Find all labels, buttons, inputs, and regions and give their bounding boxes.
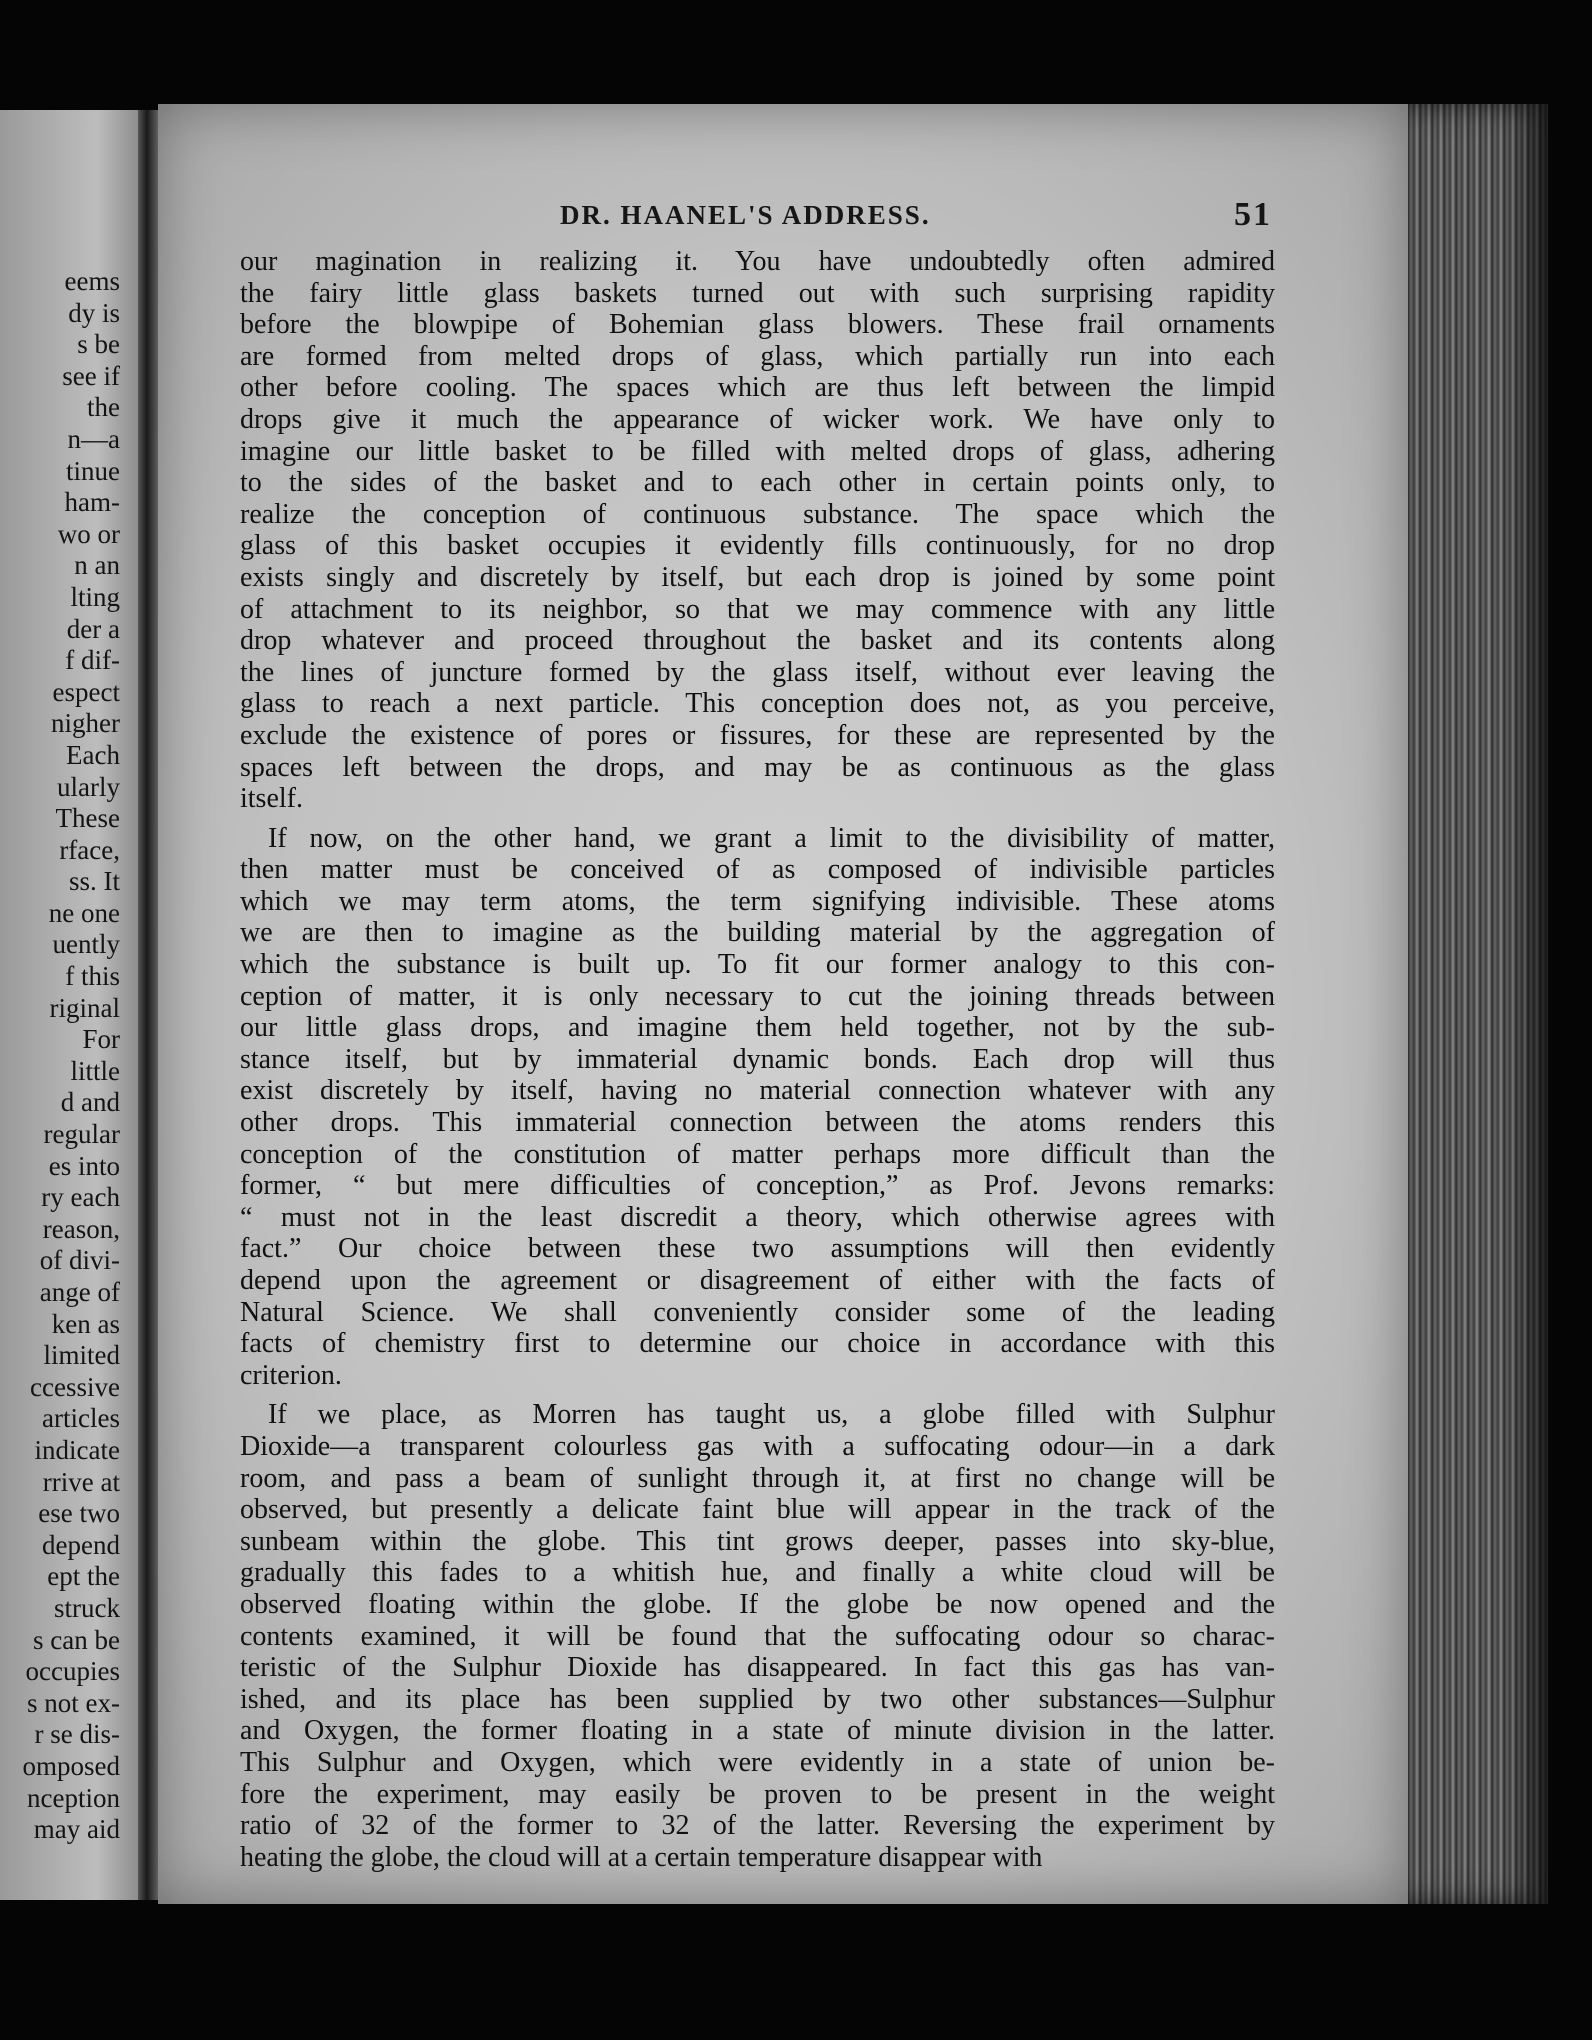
facing-page-line: ry each [41, 1182, 120, 1213]
facing-page-line: uently [52, 929, 120, 960]
text-line: spaces left between the drops, and may be as continuous as the glass [240, 751, 1275, 783]
text-line: glass to reach a next particle. This conception does not, as you perceive, [240, 688, 1275, 720]
facing-page-line: s be [77, 329, 120, 360]
text-line: before the blowpipe of Bohemian glass blowers. These frail ornaments [240, 309, 1275, 341]
facing-page-line: ept the [47, 1561, 120, 1592]
facing-page-line: ne one [48, 897, 120, 928]
facing-page-line: Each [66, 739, 120, 770]
text-line: teristic of the Sulphur Dioxide has disappeared. In fact this gas has van- [240, 1652, 1275, 1684]
text-line: our magination in realizing it. You have undoubtedly often admired [240, 246, 1275, 277]
text-line: exist discretely by itself, having no material connection whatever with any [240, 1075, 1275, 1107]
text-line: Natural Science. We shall conveniently consider some of the leading [240, 1296, 1275, 1328]
text-line: sunbeam within the globe. This tint grows deeper, passes into sky-blue, [240, 1525, 1275, 1557]
text-line: exists singly and discretely by itself, but each drop is joined by some point [240, 561, 1275, 593]
facing-page-line: the [87, 392, 120, 423]
facing-page-line: rface, [59, 834, 120, 865]
text-line: observed, but presently a delicate faint blue will appear in the track of the [240, 1494, 1275, 1526]
facing-page-line: ccessive [30, 1371, 120, 1402]
facing-page-line: wo or [57, 518, 120, 549]
text-line: imagine our little basket to be filled with melted drops of glass, adhering [240, 435, 1275, 467]
facing-page-line: articles [42, 1403, 120, 1434]
text-line: glass of this basket occupies it evidently fills continuously, for no drop [240, 530, 1275, 562]
paragraph [240, 823, 1275, 1392]
facing-page-line: riginal [49, 992, 120, 1023]
text-line: to the sides of the basket and to each other in certain points only, to [240, 467, 1275, 499]
facing-page-line: n an [74, 550, 120, 581]
facing-page-text [0, 266, 120, 1846]
facing-page-line: der a [66, 613, 120, 644]
facing-page-line: occupies [25, 1656, 120, 1687]
facing-page-line: ularly [57, 771, 120, 802]
facing-page-line: lting [70, 581, 120, 612]
text-line: Dioxide—a transparent colourless gas with a suffocating odour—in a dark [240, 1430, 1275, 1462]
paragraph [240, 1399, 1275, 1873]
facing-page-line: nception [27, 1782, 120, 1813]
facing-page-line: depend [42, 1529, 120, 1560]
facing-page-line: nigher [51, 708, 120, 739]
text-line: conception of the constitution of matter perhaps more difficult than the [240, 1138, 1275, 1170]
facing-page-line: ham- [64, 487, 120, 518]
text-line: are formed from melted drops of glass, which partially run into each [240, 340, 1275, 372]
text-line: stance itself, but by immaterial dynamic bonds. Each drop will thus [240, 1043, 1275, 1075]
text-line: contents examined, it will be found that the suffocating odour so charac- [240, 1620, 1275, 1652]
facing-page-line: n—a [67, 423, 120, 454]
facing-page-line: tinue [66, 455, 120, 486]
facing-page-line: reason, [42, 1213, 120, 1244]
page-edges [1408, 104, 1548, 1904]
text-line: then matter must be conceived of as composed of indivisible particles [240, 854, 1275, 886]
text-line: itself. [240, 783, 303, 815]
facing-page-line: ken as [51, 1308, 120, 1339]
text-line: former, “ but mere difficulties of conception,” as Prof. Jevons remarks: [240, 1170, 1275, 1202]
facing-page-line: These [55, 803, 120, 834]
facing-page-line: limited [43, 1340, 120, 1371]
paragraph-gap [240, 815, 1275, 823]
text-line: depend upon the agreement or disagreement of either with the facts of [240, 1265, 1275, 1296]
text-line: facts of chemistry first to determine our choice in accordance with this [240, 1328, 1275, 1360]
text-line: “ must not in the least discredit a theory, which otherwise agrees with [240, 1201, 1275, 1233]
text-line: other before cooling. The spaces which are thus left between the limpid [240, 372, 1275, 404]
text-line: other drops. This immaterial connection between the atoms renders this [240, 1107, 1275, 1139]
facing-page-line: es into [48, 1150, 120, 1181]
text-line: drops give it much the appearance of wicker work. We have only to [240, 403, 1275, 435]
facing-page-line: r se dis- [34, 1719, 120, 1750]
text-line: the lines of juncture formed by the glass itself, without ever leaving the [240, 656, 1275, 688]
facing-page-line: s can be [33, 1624, 120, 1655]
facing-page-line: little [70, 1055, 120, 1086]
facing-page-line: ese two [38, 1498, 120, 1529]
text-line: of attachment to its neighbor, so that we may commence with any little [240, 593, 1275, 625]
text-line: which we may term atoms, the term signifying indivisible. These atoms [240, 885, 1275, 917]
text-line: ception of matter, it is only necessary to cut the joining threads between [240, 980, 1275, 1012]
text-line: ratio of 32 of the former to 32 of the latter. Reversing the experiment by [240, 1810, 1275, 1842]
text-line: and Oxygen, the former floating in a state of minute division in the latter. [240, 1715, 1275, 1747]
facing-page-line: ange of [39, 1277, 120, 1307]
text-line: observed floating within the globe. If the globe be now opened and the [240, 1588, 1275, 1620]
facing-page-line: omposed [22, 1750, 120, 1781]
text-line: heating the globe, the cloud will at a certain temperature disappear with [240, 1841, 1043, 1873]
text-line: This Sulphur and Oxygen, which were evidently in a state of union be- [240, 1746, 1275, 1778]
book-gutter [138, 110, 160, 1900]
paragraph-gap [240, 1391, 1275, 1399]
facing-page-line: s not ex- [27, 1687, 120, 1718]
facing-page-line: dy is [68, 297, 120, 328]
text-line: the fairy little glass baskets turned out with such surprising rapidity [240, 277, 1275, 309]
paragraph [240, 246, 1275, 815]
text-line: ished, and its place has been supplied by two other substances—Sulphur [240, 1683, 1275, 1715]
facing-page-line: regular [43, 1119, 120, 1150]
text-line: room, and pass a beam of sunlight through it, at first no change will be [240, 1462, 1275, 1494]
facing-page-line: struck [54, 1592, 120, 1623]
text-line: fact.” Our choice between these two assumptions will then evidently [240, 1233, 1275, 1265]
running-head [560, 196, 1280, 240]
facing-page-line: d and [60, 1087, 120, 1118]
facing-page-line: f dif- [65, 645, 120, 676]
facing-page-line: f this [65, 961, 120, 992]
text-line: exclude the existence of pores or fissures, for these are represented by the [240, 719, 1275, 751]
facing-page-line: ss. It [68, 866, 120, 897]
facing-page-line: see if [62, 360, 120, 391]
facing-page-line: For [82, 1024, 120, 1055]
facing-page-line: indicate [34, 1434, 120, 1465]
facing-page-fragment [0, 110, 138, 1900]
facing-page-line: espect [52, 676, 120, 707]
facing-page-line: rrive at [42, 1466, 120, 1497]
text-line: which the substance is built up. To fit our former analogy to this con- [240, 949, 1275, 981]
text-line: fore the experiment, may easily be proven to be present in the weight [240, 1778, 1275, 1810]
body-text [240, 246, 1275, 1873]
page-number: 51 [1234, 196, 1272, 233]
text-line: our little glass drops, and imagine them held together, not by the sub- [240, 1012, 1275, 1044]
facing-page-line: may aid [33, 1814, 120, 1845]
text-line: gradually this fades to a whitish hue, and finally a white cloud will be [240, 1557, 1275, 1589]
text-line: we are then to imagine as the building material by the aggregation of [240, 917, 1275, 949]
text-line: If now, on the other hand, we grant a limit to the divisibility of matter, [268, 822, 1275, 854]
facing-page-line: eems [64, 266, 120, 296]
text-line: drop whatever and proceed throughout the basket and its contents along [240, 625, 1275, 657]
running-title: DR. HAANEL'S ADDRESS. [560, 200, 931, 230]
facing-page-line: of divi- [39, 1245, 120, 1276]
text-line: realize the conception of continuous substance. The space which the [240, 498, 1275, 530]
text-line: criterion. [240, 1359, 342, 1391]
text-line: If we place, as Morren has taught us, a globe filled with Sulphur [268, 1399, 1275, 1431]
